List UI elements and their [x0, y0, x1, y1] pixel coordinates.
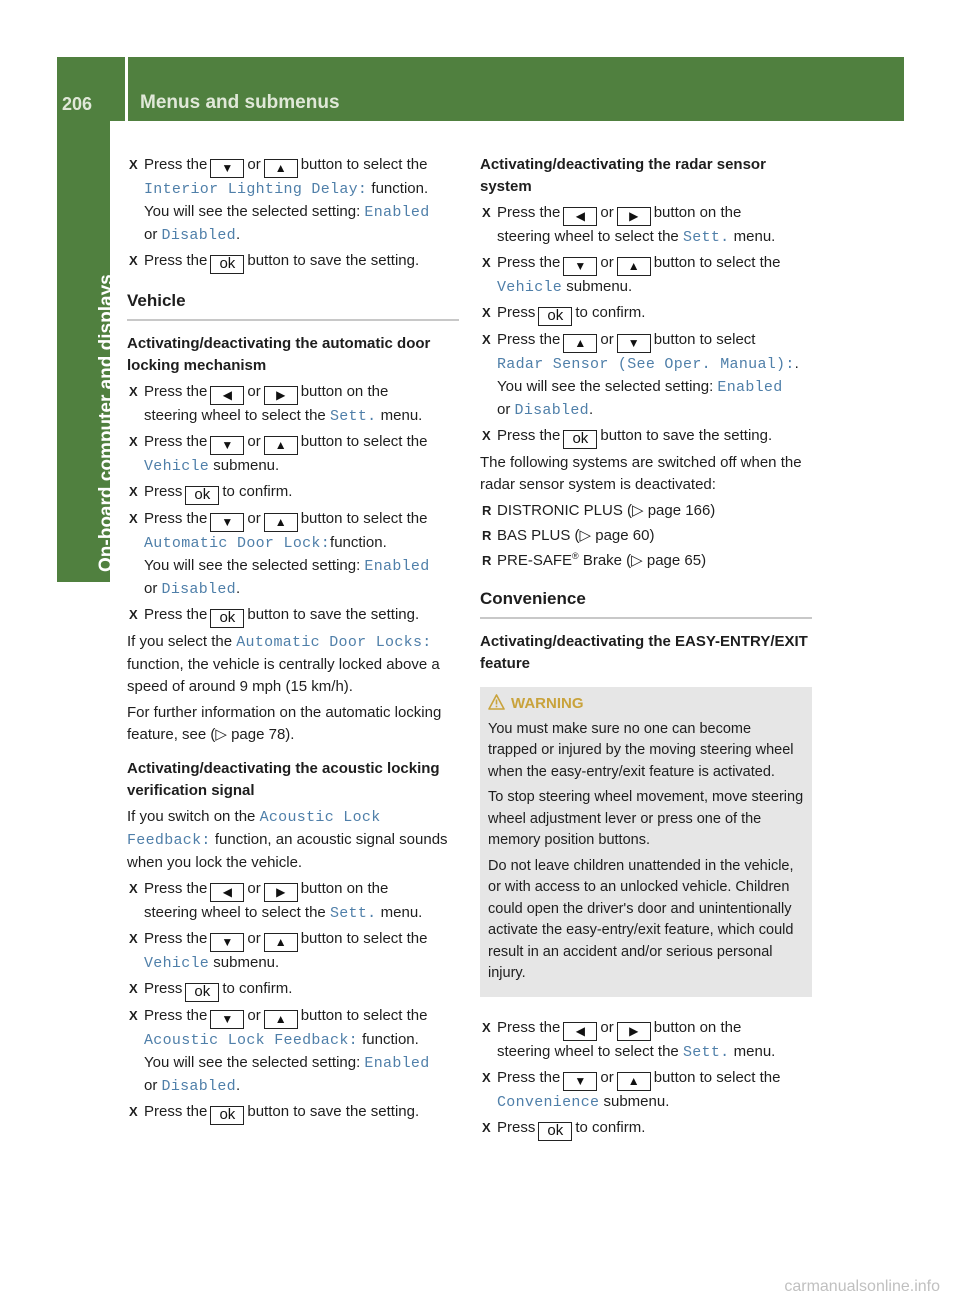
watermark: carmanualsonline.info — [784, 1278, 940, 1295]
step: X Press the ◀ or ▶ button on the steering wheel to select the Sett. menu. — [127, 381, 459, 428]
step: X Press the ▼ or ▲ button to select the Vehicle submenu. — [480, 252, 812, 299]
warning-title: WARNING — [488, 693, 804, 715]
header-separator — [125, 57, 128, 121]
down-key-icon: ▼ — [563, 1072, 597, 1091]
section-title: Menus and submenus — [140, 92, 340, 113]
step: X Press ok to confirm. — [127, 978, 459, 1002]
up-key-icon: ▲ — [264, 159, 298, 178]
up-key-icon: ▲ — [617, 257, 651, 276]
left-key-icon: ◀ — [563, 1022, 597, 1041]
up-key-icon: ▲ — [264, 513, 298, 532]
step: X Press the ◀ or ▶ button on the steering wheel to select the Sett. menu. — [127, 878, 459, 925]
left-key-icon: ◀ — [210, 883, 244, 902]
down-key-icon: ▼ — [210, 513, 244, 532]
list-item: R DISTRONIC PLUS (▷ page 166) — [480, 500, 812, 522]
list-item: R PRE-SAFE® Brake (▷ page 65) — [480, 550, 812, 572]
step: X Press the ◀ or ▶ button on the steering wheel to select the Sett. menu. — [480, 1017, 812, 1064]
display-text: Interior Lighting Delay: — [144, 181, 368, 198]
left-column — [127, 154, 459, 1128]
left-key-icon: ◀ — [563, 207, 597, 226]
paragraph: If you switch on the Acoustic Lock Feedback: function, an acoustic signal sounds when you lock the vehicle. — [127, 808, 448, 871]
list-item: R BAS PLUS (▷ page 60) — [480, 525, 812, 547]
step: X Press the ok button to save the setting. — [127, 604, 459, 628]
subheading: Activating/deactivating the acoustic locking verification signal — [127, 760, 440, 799]
down-key-icon: ▼ — [617, 334, 651, 353]
warning-paragraph: To stop steering wheel movement, move steering wheel adjustment lever or press one of the memory position buttons. — [488, 789, 804, 848]
ok-key-icon: ok — [538, 307, 572, 326]
step: X Press the ok button to save the setting. — [480, 425, 812, 449]
up-key-icon: ▲ — [264, 933, 298, 952]
right-key-icon: ▶ — [264, 883, 298, 902]
step: X Press the ▼ or ▲ button to select the Convenience submenu. — [480, 1067, 812, 1114]
ok-key-icon: ok — [538, 1122, 572, 1141]
down-key-icon: ▼ — [210, 436, 244, 455]
right-key-icon: ▶ — [617, 1022, 651, 1041]
ok-key-icon: ok — [210, 609, 244, 628]
section-heading: Vehicle — [127, 290, 459, 321]
subheading: Activating/deactivating the EASY-ENTRY/EXIT feature — [480, 633, 808, 672]
up-key-icon: ▲ — [563, 334, 597, 353]
down-key-icon: ▼ — [563, 257, 597, 276]
warning-paragraph: Do not leave children unattended in the vehicle, or with access to an unlocked vehicle. Children could open the driver's door and unintentionally activate the easy-entry/exit feature, which could result in an accident and/or serious personal injury. — [488, 857, 794, 981]
down-key-icon: ▼ — [210, 933, 244, 952]
step: X Press the ▼ or ▲ button to select the Vehicle submenu. — [127, 431, 459, 478]
ok-key-icon: ok — [563, 430, 597, 449]
step: X Press the ok button to save the setting. — [127, 1101, 459, 1125]
step: X Press ok to confirm. — [127, 481, 459, 505]
paragraph: For further information on the automatic locking feature, see (▷ page 78). — [127, 704, 442, 743]
step: X Press the ▼ or ▲ button to select the Vehicle submenu. — [127, 928, 459, 975]
down-key-icon: ▼ — [210, 1010, 244, 1029]
left-key-icon: ◀ — [210, 386, 244, 405]
right-key-icon: ▶ — [617, 207, 651, 226]
warning-box — [480, 687, 812, 997]
step: X Press ok to confirm. — [480, 1117, 812, 1141]
step: X Press the ◀ or ▶ button on the steering wheel to select the Sett. menu. — [480, 202, 812, 249]
paragraph: The following systems are switched off when the radar sensor system is deactivated: — [480, 454, 802, 493]
warning-paragraph: You must make sure no one can become trapped or injured by the moving steering wheel when the easy-entry/exit feature is activated. — [488, 720, 794, 780]
page-number: 206 — [62, 94, 93, 114]
step: X Press ok to confirm. — [480, 302, 812, 326]
down-key-icon: ▼ — [210, 159, 244, 178]
step: X Press the ▼ or ▲ button to select the Automatic Door Lock:function. You will see the selected setting: Enabled or Disabled. — [127, 508, 459, 601]
section-heading: Convenience — [480, 588, 812, 619]
step: X Press the ▲ or ▼ button to select Radar Sensor (See Oper. Manual):. You will see the selected setting: Enabled or Disabled. — [480, 329, 812, 422]
right-key-icon: ▶ — [264, 386, 298, 405]
paragraph: If you select the Automatic Door Locks: function, the vehicle is centrally locked above a speed of around 9 mph (15 km/h). — [127, 633, 440, 695]
ok-key-icon: ok — [210, 255, 244, 274]
right-column — [480, 154, 812, 1144]
step: X Press the ▼ or ▲ button to select the Acoustic Lock Feedback: function. You will see the selected setting: Enabled or Disabled. — [127, 1005, 459, 1098]
ok-key-icon: ok — [185, 983, 219, 1002]
side-tab-label: On-board computer and displays — [96, 274, 117, 572]
subheading: Activating/deactivating the automatic door locking mechanism — [127, 335, 431, 374]
subheading: Activating/deactivating the radar sensor system — [480, 156, 766, 195]
ok-key-icon: ok — [210, 1106, 244, 1125]
step: X Press the ▼ or ▲ button to select the Interior Lighting Delay: function. You will see the selected setting: Enabled or Disabled. — [127, 154, 459, 247]
up-key-icon: ▲ — [264, 1010, 298, 1029]
ok-key-icon: ok — [185, 486, 219, 505]
up-key-icon: ▲ — [264, 436, 298, 455]
up-key-icon: ▲ — [617, 1072, 651, 1091]
warning-triangle-icon — [488, 694, 505, 710]
step: X Press the ok button to save the setting. — [127, 250, 459, 274]
